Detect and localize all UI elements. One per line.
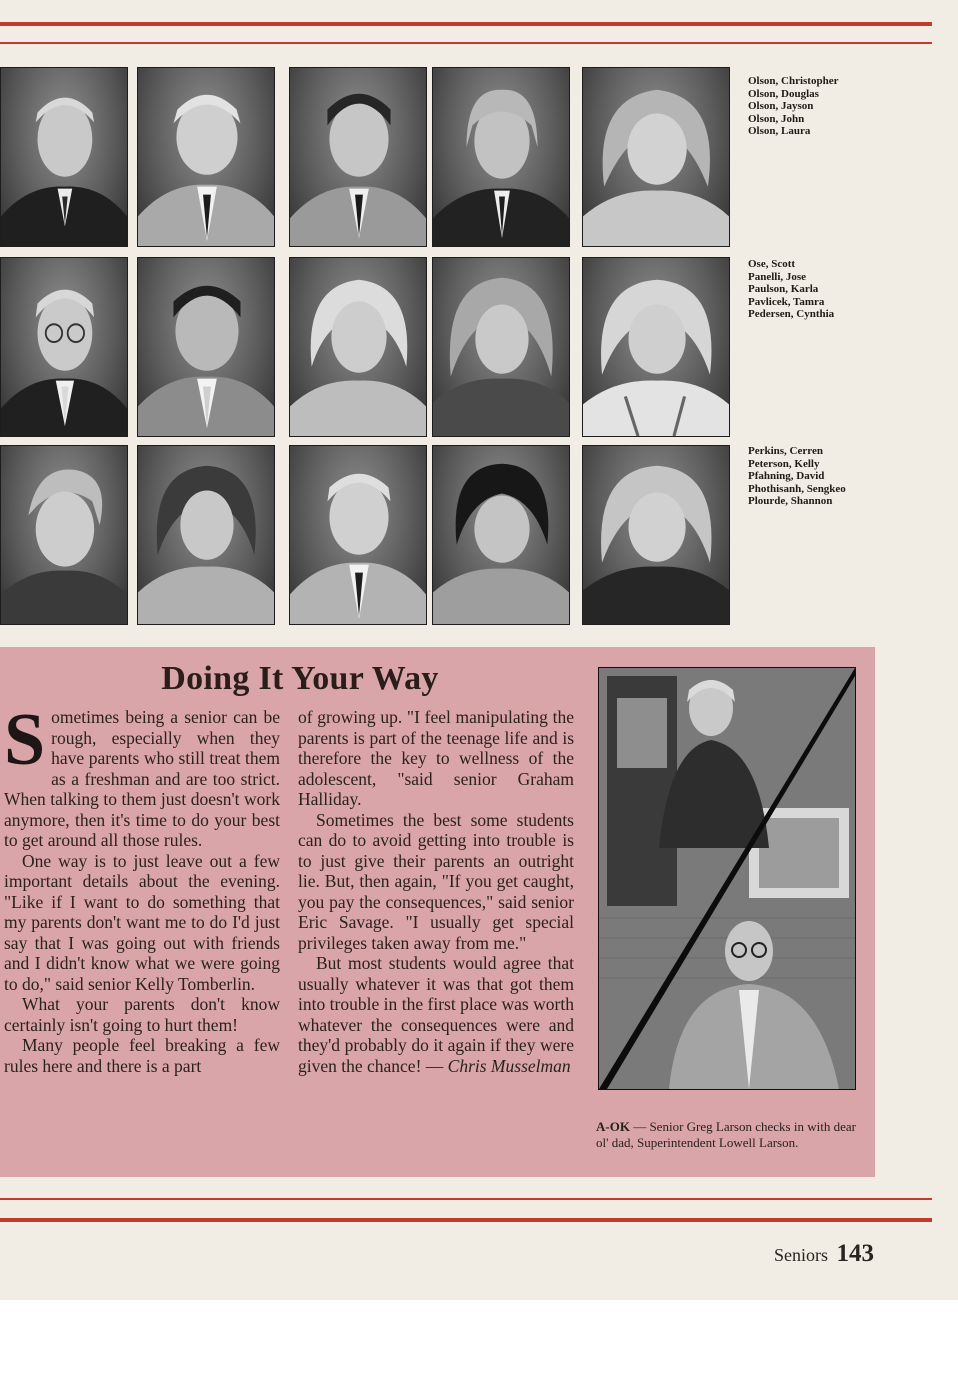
- portrait-photo: [582, 67, 730, 247]
- name-list-row-2: [748, 258, 928, 321]
- portrait-photo: [432, 67, 570, 247]
- portrait-photo: [582, 445, 730, 625]
- student-name: Ose, Scott: [748, 258, 796, 270]
- name-list-row-1: [748, 75, 928, 138]
- portrait-photo: [137, 257, 275, 437]
- article-column-1: [4, 699, 280, 1076]
- portrait-photo: [137, 67, 275, 247]
- article-paragraph: But most students would agree that usually whatever it was that got them into trouble in the first place was worth whatever the consequences were and they'd probably do it again if they were given the chance! — Chris Musselman: [298, 953, 574, 1076]
- student-name: Plourde, Shannon: [748, 495, 833, 507]
- student-name: Olson, Christopher: [748, 75, 839, 87]
- portrait-photo: [289, 445, 427, 625]
- student-name: Perkins, Cerren: [748, 445, 823, 457]
- student-name: Olson, Jayson: [748, 100, 814, 112]
- bottom-rule-thin: [0, 1198, 932, 1200]
- page-folio: [774, 1240, 874, 1268]
- article-paragraph: Many people feel breaking a few rules here and there is a part: [4, 1035, 280, 1076]
- student-name: Paulson, Karla: [748, 283, 819, 295]
- portrait-photo: [432, 257, 570, 437]
- student-name: Phothisanh, Sengkeo: [748, 482, 846, 495]
- article-paragraph: Sometimes being a senior can be rough, especially when they have parents who still treat them as a freshman and are too strict. When talking to them just doesn't work anymore, then it's time to do your best to get around all those rules.: [4, 699, 280, 850]
- student-name: Olson, John: [748, 112, 805, 125]
- article-photo: [598, 667, 856, 1090]
- portrait-photo: [582, 257, 730, 437]
- article-paragraph: Sometimes the best some students can do to avoid getting into trouble is to just give their parents an outright lie. But, then again, "If you get caught, you pay the consequences," said senior Eric Savage. "I usually get special privileges taken away from me.": [298, 809, 574, 953]
- section-label: Seniors: [774, 1245, 828, 1265]
- portrait-photo: [0, 257, 128, 437]
- student-name: Peterson, Kelly: [748, 457, 820, 470]
- student-name: Panelli, Jose: [748, 270, 807, 283]
- caption-text: — Senior Greg Larson checks in with dear ol' dad, Superintendent Lowell Larson.: [596, 1119, 856, 1150]
- article-paragraph: What your parents don't know certainly isn't going to hurt them!: [4, 994, 280, 1035]
- portrait-photo: [137, 445, 275, 625]
- article-paragraph: One way is to just leave out a few important details about the evening. "Like if I want to do something that my parents don't want me to do I'd just say that I was going out with friends and I didn't know what we were going to do," said senior Kelly Tomberlin.: [4, 850, 280, 994]
- student-name: Olson, Laura: [748, 125, 811, 137]
- article-title: Doing It Your Way: [161, 660, 439, 697]
- portrait-grid: [0, 67, 730, 625]
- page-number: 143: [836, 1240, 874, 1267]
- portrait-photo: [289, 67, 427, 247]
- article-byline: Chris Musselman: [447, 1055, 571, 1076]
- top-rule-thin: [0, 42, 932, 44]
- name-list-row-3: [748, 445, 928, 508]
- student-name: Olson, Douglas: [748, 87, 819, 100]
- article-paragraph: of growing up. "I feel manipulating the parents is part of the teenage life and is therefore the key to wellness of the adolescent, "said senior Graham Halliday.: [298, 707, 574, 809]
- caption-lead: A-OK: [596, 1119, 630, 1134]
- drop-cap: S: [4, 699, 46, 781]
- portrait-photo: [0, 67, 128, 247]
- article-column-2: [298, 707, 574, 1076]
- portrait-photo: [289, 257, 427, 437]
- photo-caption: [596, 1119, 866, 1150]
- bottom-rule-thick: [0, 1218, 932, 1222]
- top-rule-thick: [0, 22, 932, 26]
- student-name: Pfahning, David: [748, 470, 825, 482]
- portrait-photo: [432, 445, 570, 625]
- student-name: Pavlicek, Tamra: [748, 295, 825, 308]
- portrait-photo: [0, 445, 128, 625]
- student-name: Pedersen, Cynthia: [748, 308, 835, 320]
